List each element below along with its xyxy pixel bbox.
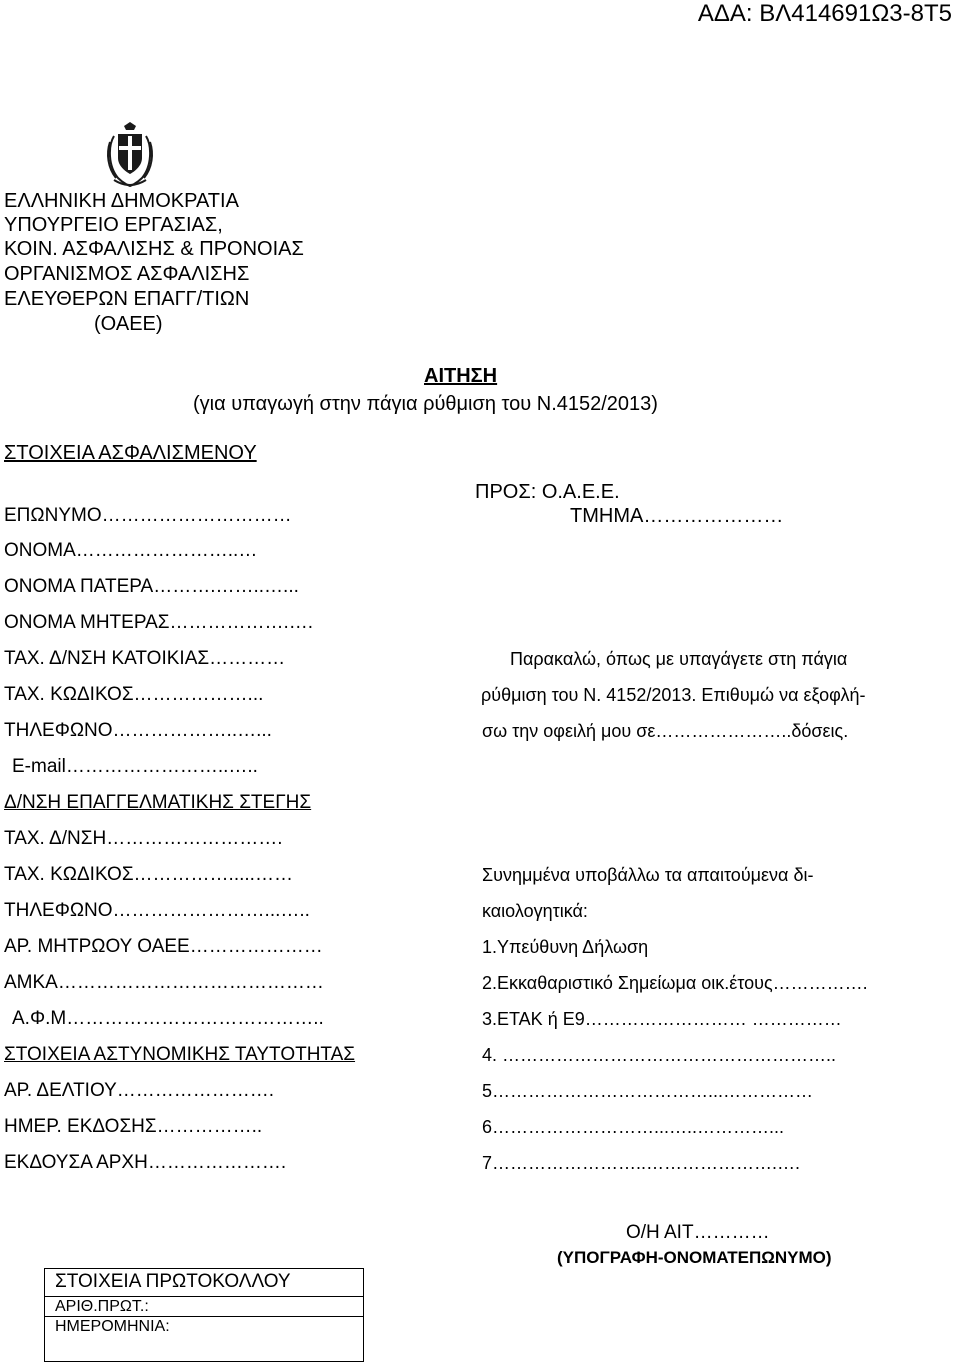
business-postal-code-field[interactable]: ΤΑΧ. ΚΩΔΙΚΟΣ…………….....…… — [4, 864, 293, 885]
attachment-item-2[interactable]: 2.Εκκαθαριστικό Σημείωμα οικ.έτους……………. — [482, 973, 868, 993]
phone-field[interactable]: ΤΗΛΕΦΩΝΟ………………..…... — [4, 720, 272, 741]
attachment-item-7[interactable]: 7……………………..………………….…. — [482, 1153, 801, 1173]
greek-coat-of-arms-icon — [104, 122, 156, 188]
id-number-field[interactable]: ΑΡ. ΔΕΛΤΙΟΥ……………………. — [4, 1080, 275, 1101]
attachments-intro-line-1: Συνημμένα υποβάλλω τα απαιτούμενα δι- — [482, 865, 814, 885]
email-field[interactable]: E-mail……………………..….. — [12, 756, 258, 777]
request-line-3: σω την οφειλή μου σε…………………..δόσεις. — [482, 721, 849, 741]
section-insured-heading: ΣΤΟΙΧΕΙΑ ΑΣΦΑΛΙΣΜΕΝΟΥ — [4, 442, 257, 464]
org-line-5: ΕΛΕΥΘΕΡΩΝ ΕΠΑΓΓ/ΤΙΩΝ — [4, 288, 250, 310]
org-line-2: ΥΠΟΥΡΓΕΙΟ ΕΡΓΑΣΙΑΣ, — [4, 214, 223, 236]
recipient: ΠΡΟΣ: Ο.Α.Ε.Ε. — [475, 481, 620, 503]
business-address-field[interactable]: ΤΑΧ. Δ/ΝΣΗ………………………. — [4, 828, 283, 849]
request-line-2: ρύθμιση του Ν. 4152/2013. Επιθυμώ να εξοφλή- — [481, 685, 866, 705]
postal-code-field[interactable]: ΤΑΧ. ΚΩΔΙΚΟΣ………………... — [4, 684, 264, 705]
attachment-item-6[interactable]: 6………………………...…..…………... — [482, 1117, 785, 1137]
attachment-item-5[interactable]: 5………………………………...…………… — [482, 1081, 814, 1101]
issue-date-field[interactable]: ΗΜΕΡ. ΕΚΔΟΣΗΣ…………….. — [4, 1116, 263, 1137]
document-subtitle: (για υπαγωγή στην πάγια ρύθμιση του Ν.4152/2013) — [193, 393, 658, 415]
org-line-1: ΕΛΛΗΝΙΚΗ ΔΗΜΟΚΡΑΤΙΑ — [4, 190, 239, 212]
org-line-6: (ΟΑΕΕ) — [94, 313, 163, 335]
attachment-item-1: 1.Υπεύθυνη Δήλωση — [482, 937, 649, 957]
section-id-heading: ΣΤΟΙΧΕΙΑ ΑΣΤΥΝΟΜΙΚΗΣ ΤΑΥΤΟΤΗΤΑΣ — [4, 1044, 356, 1065]
attachment-item-3[interactable]: 3.ΕΤΑΚ ή Ε9……………………… …………… — [482, 1009, 842, 1029]
request-line-1: Παρακαλώ, όπως με υπαγάγετε στη πάγια — [510, 649, 848, 669]
father-name-field[interactable]: ΟΝΟΜΑ ΠΑΤΕΡΑ……….……..…... — [4, 576, 299, 597]
protocol-number-label[interactable]: ΑΡΙΘ.ΠΡΩΤ.: — [45, 1297, 363, 1317]
ada-code: ΑΔΑ: ΒΛ414691Ω3-8Τ5 — [697, 0, 952, 27]
mother-name-field[interactable]: ΟΝΟΜΑ ΜΗΤΕΡΑΣ……………….…. — [4, 612, 314, 633]
business-phone-field[interactable]: ΤΗΛΕΦΩΝΟ……………………...….. — [4, 900, 310, 921]
protocol-box — [44, 1268, 364, 1362]
registry-number-field[interactable]: ΑΡ. ΜΗΤΡΩΟΥ ΟΑΕΕ………………… — [4, 936, 323, 957]
document-title: ΑΙΤΗΣΗ — [424, 365, 498, 387]
department-field: ΤΜΗΜΑ………………… — [570, 505, 784, 527]
attachment-item-4[interactable]: 4. ……………………………………………….. — [482, 1045, 837, 1065]
home-address-field[interactable]: ΤΑΧ. Δ/ΝΣΗ ΚΑΤΟΙΚΙΑΣ………… — [4, 648, 286, 669]
applicant-signature-field[interactable]: Ο/Η ΑΙΤ………… — [626, 1222, 770, 1243]
protocol-title: ΣΤΟΙΧΕΙΑ ΠΡΩΤΟΚΟΛΛΟΥ — [45, 1269, 363, 1297]
org-line-3: ΚΟΙΝ. ΑΣΦΑΛΙΣΗΣ & ΠΡΟΝΟΙΑΣ — [4, 238, 304, 260]
org-line-4: ΟΡΓΑΝΙΣΜΟΣ ΑΣΦΑΛΙΣΗΣ — [4, 263, 250, 285]
afm-field[interactable]: Α.Φ.Μ………………………………….. — [12, 1008, 324, 1029]
issuing-authority-field[interactable]: ΕΚΔΟΥΣΑ ΑΡΧΗ…………………. — [4, 1152, 287, 1173]
name-field[interactable]: ΟΝΟΜΑ……………………..… — [4, 540, 258, 561]
surname-field[interactable]: ΕΠΩΝΥΜΟ………………………… — [4, 505, 292, 526]
section-business-heading: Δ/ΝΣΗ ΕΠΑΓΓΕΛΜΑΤΙΚΗΣ ΣΤΕΓΗΣ — [4, 792, 312, 813]
amka-field[interactable]: ΑΜΚΑ…………………………………… — [4, 972, 324, 993]
attachments-intro-line-2: καιολογητικά: — [482, 901, 588, 921]
signature-caption: (ΥΠΟΓΡΑΦΗ-ΟΝΟΜΑΤΕΠΩΝΥΜΟ) — [557, 1248, 832, 1267]
protocol-date-label[interactable]: ΗΜΕΡΟΜΗΝΙΑ: — [55, 1318, 170, 1335]
